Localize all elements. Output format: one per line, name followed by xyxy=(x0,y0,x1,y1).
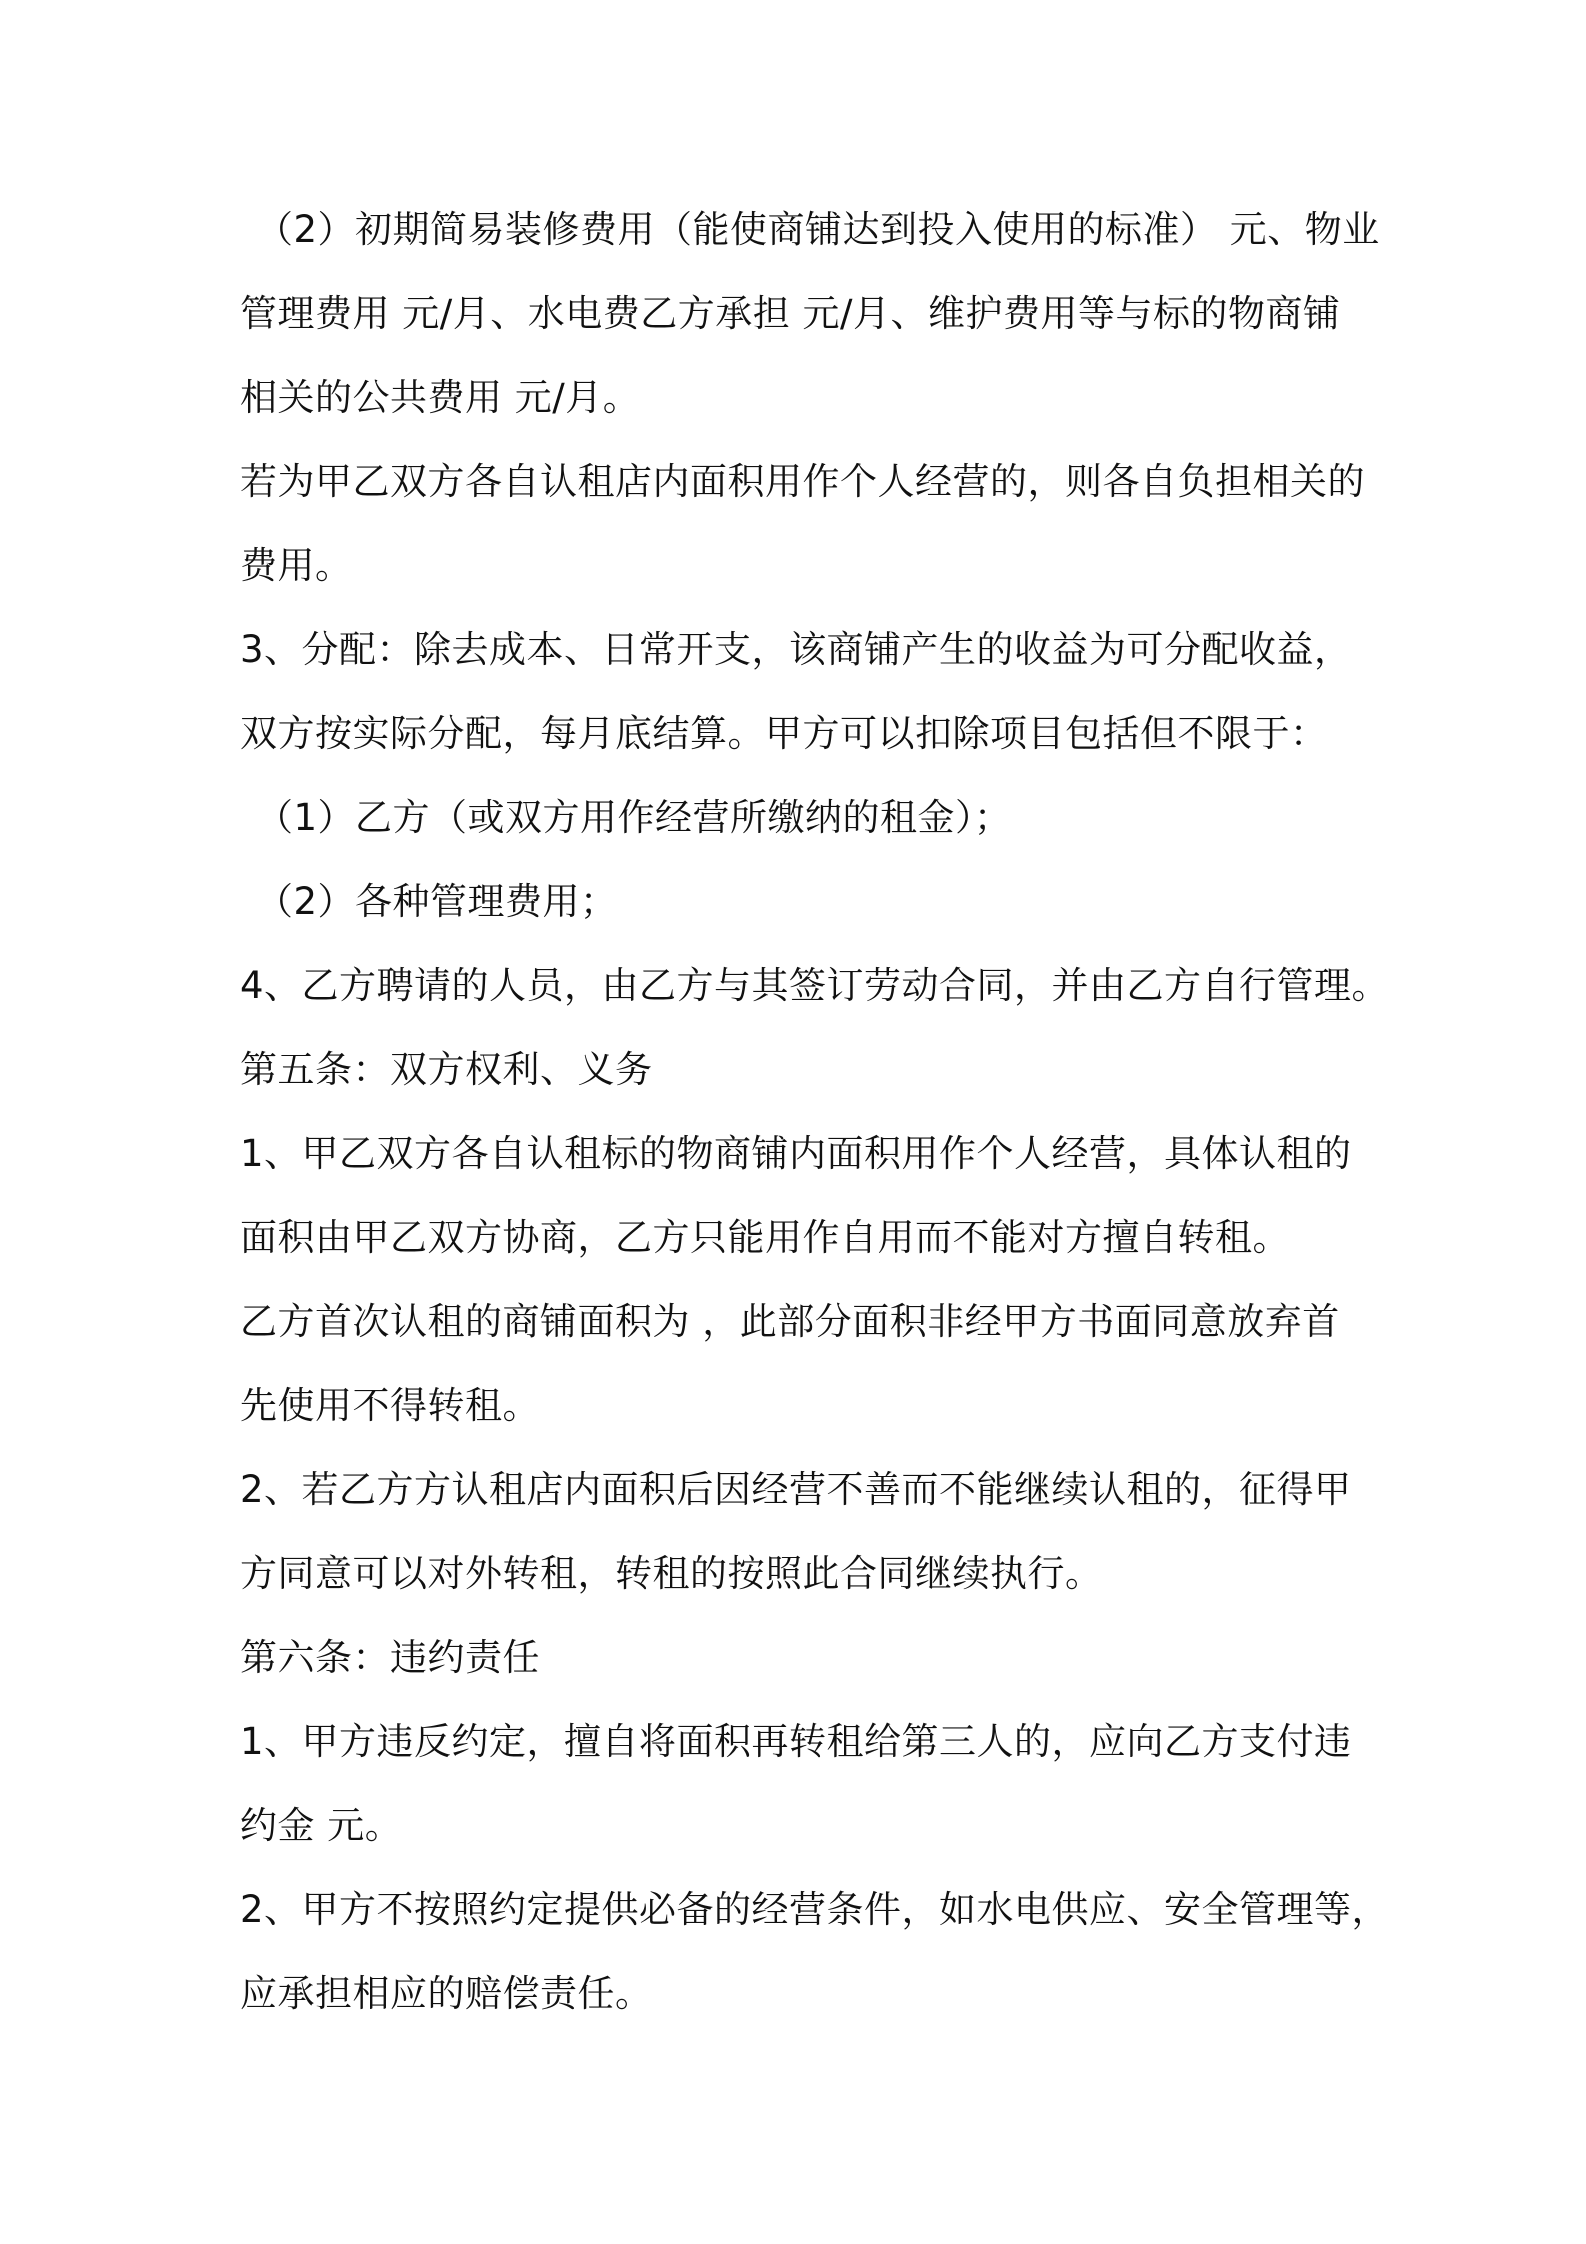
article-6-clause-2-line-1: 2、甲方不按照约定提供必备的经营条件，如水电供应、安全管理等， xyxy=(240,1888,1390,1931)
first-rental-area-line-1: 乙方首次认租的商铺面积为 ，此部分面积非经甲方书面同意放弃首 xyxy=(240,1300,1340,1343)
article-5-heading: 第五条：双方权利、义务 xyxy=(240,1048,653,1091)
clause-2-2-line-3: 相关的公共费用 元/月。 xyxy=(240,376,641,419)
individual-operation-line-1: 若为甲乙双方各自认租店内面积用作个人经营的，则各自负担相关的 xyxy=(240,460,1365,503)
article-6-heading: 第六条：违约责任 xyxy=(240,1636,540,1679)
article-6-clause-2-line-2: 应承担相应的赔偿责任。 xyxy=(240,1972,653,2015)
article-6-clause-1-line-1: 1、甲方违反约定，擅自将面积再转租给第三人的，应向乙方支付违 xyxy=(240,1720,1352,1763)
individual-operation-line-2: 费用。 xyxy=(240,544,353,587)
first-rental-area-line-2: 先使用不得转租。 xyxy=(240,1384,540,1427)
clause-2-2-line-1: （2）初期简易装修费用（能使商铺达到投入使用的标准） 元、物业 xyxy=(256,208,1380,251)
document-body xyxy=(240,188,1390,2036)
clause-3-line-1: 3、分配：除去成本、日常开支，该商铺产生的收益为可分配收益， xyxy=(240,628,1352,671)
clause-3-line-2: 双方按实际分配，每月底结算。甲方可以扣除项目包括但不限于： xyxy=(240,712,1328,755)
article-5-clause-1-line-2: 面积由甲乙双方协商，乙方只能用作自用而不能对方擅自转租。 xyxy=(240,1216,1290,1259)
clause-4: 4、乙方聘请的人员，由乙方与其签订劳动合同，并由乙方自行管理。 xyxy=(240,964,1390,1007)
clause-3-item-1: （1）乙方（或双方用作经营所缴纳的租金）； xyxy=(256,796,1012,839)
clause-3-item-2: （2）各种管理费用； xyxy=(256,880,618,923)
article-5-clause-1-line-1: 1、甲乙双方各自认租标的物商铺内面积用作个人经营，具体认租的 xyxy=(240,1132,1352,1175)
clause-2-2-line-2: 管理费用 元/月、水电费乙方承担 元/月、维护费用等与标的物商铺 xyxy=(240,292,1341,335)
article-5-clause-2-line-2: 方同意可以对外转租，转租的按照此合同继续执行。 xyxy=(240,1552,1103,1595)
article-5-clause-2-line-1: 2、若乙方方认租店内面积后因经营不善而不能继续认租的，征得甲 xyxy=(240,1468,1352,1511)
article-6-clause-1-line-2: 约金 元。 xyxy=(240,1804,403,1847)
